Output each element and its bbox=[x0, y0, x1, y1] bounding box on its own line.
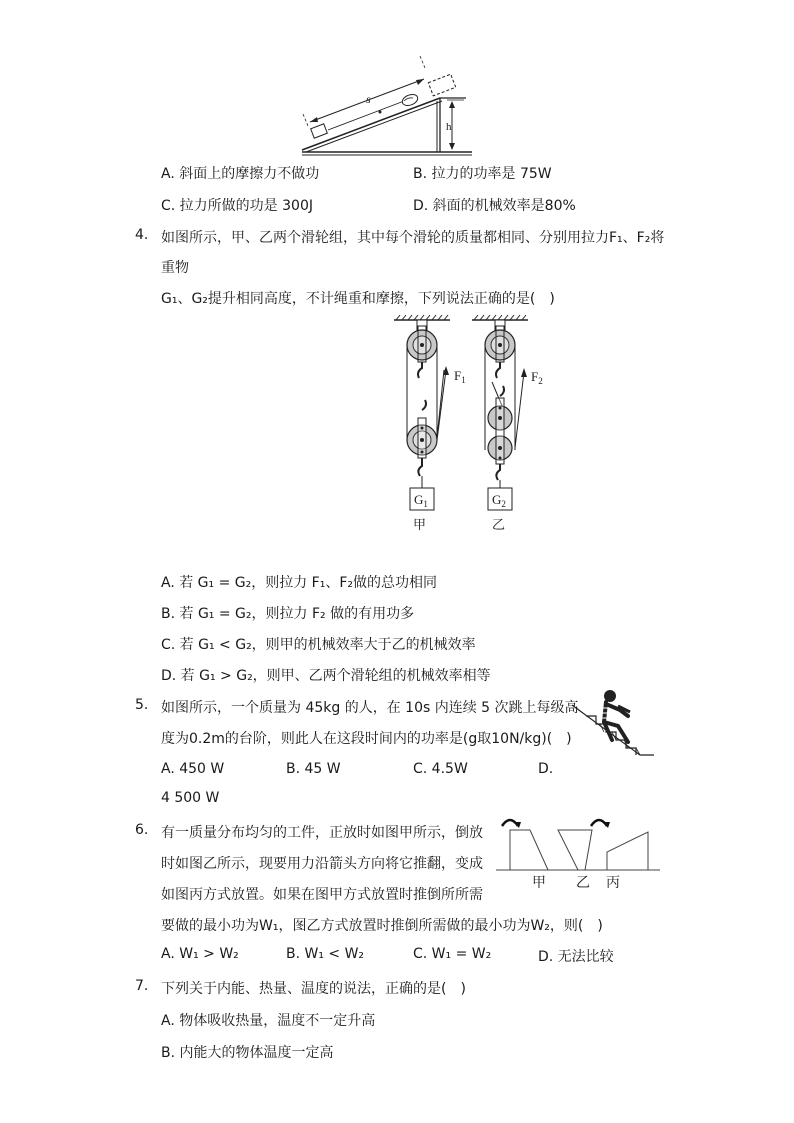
label-g1: $G_1$ bbox=[414, 492, 428, 509]
label-jia-pulley: 甲 bbox=[413, 518, 427, 533]
workpiece-jia bbox=[510, 830, 548, 870]
q3-option-b: B. 拉力的功率是 75W bbox=[413, 166, 552, 182]
q4-number: 4. bbox=[135, 227, 149, 243]
q6-number: 6. bbox=[135, 822, 149, 838]
label-yi-workpiece: 乙 bbox=[576, 875, 590, 891]
q5-number: 5. bbox=[135, 697, 149, 713]
q6-stem-line3: 如图丙方式放置。如果在图甲方式放置时推倒所所需 bbox=[161, 887, 483, 903]
q4-stem-line1: 如图所示，甲、乙两个滑轮组，其中每个滑轮的质量都相同、分别用拉力F₁、F₂将 bbox=[161, 230, 665, 246]
q7-option-b: B. 内能大的物体温度一定高 bbox=[161, 1045, 334, 1061]
label-yi-pulley: 乙 bbox=[492, 518, 506, 533]
q4-option-a: A. 若 G₁ = G₂，则拉力 F₁、F₂做的总功相同 bbox=[161, 575, 438, 591]
q5-option-d: D. bbox=[538, 761, 554, 777]
q4-option-d: D. 若 G₁ > G₂，则甲、乙两个滑轮组的机械效率相等 bbox=[161, 668, 491, 684]
label-f1: $F_1$ bbox=[454, 368, 466, 385]
q5-option-b: B. 45 W bbox=[286, 761, 341, 777]
q7-number: 7. bbox=[135, 978, 149, 994]
q7-stem-line1: 下列关于内能、热量、温度的说法，正确的是( ) bbox=[161, 981, 466, 997]
label-f2: $F_2$ bbox=[531, 369, 543, 386]
q5-option-c: C. 4.5W bbox=[413, 761, 468, 777]
workpiece-bing bbox=[607, 832, 648, 870]
q4-option-c: C. 若 G₁ < G₂，则甲的机械效率大于乙的机械效率 bbox=[161, 637, 476, 653]
q5-option-a: A. 450 W bbox=[161, 761, 225, 777]
q6-option-d: D. 无法比较 bbox=[538, 949, 614, 965]
q3-option-c: C. 拉力所做的功是 300J bbox=[161, 198, 313, 214]
q5-stem-line2: 度为0.2m的台阶，则此人在这段时间内的功率是(g取10N/kg)( ) bbox=[161, 731, 572, 747]
q6-option-b: B. W₁ < W₂ bbox=[286, 946, 365, 962]
label-g2: $G_2$ bbox=[492, 492, 506, 509]
q6-stem-line4: 要做的最小功为W₁，图乙方式放置时推倒所需做的最小功为W₂，则( ) bbox=[161, 918, 603, 934]
q6-option-c: C. W₁ = W₂ bbox=[413, 946, 492, 962]
q4-option-b: B. 若 G₁ = G₂，则拉力 F₂ 做的有用功多 bbox=[161, 606, 415, 622]
q3-option-a: A. 斜面上的摩擦力不做功 bbox=[161, 166, 320, 182]
q7-option-a: A. 物体吸收热量，温度不一定升高 bbox=[161, 1013, 376, 1029]
distance-label: s bbox=[366, 92, 371, 106]
workpiece-yi bbox=[558, 830, 592, 870]
q4-stem-line2: 重物 bbox=[161, 260, 189, 276]
label-jia-workpiece: 甲 bbox=[532, 875, 546, 891]
q3-option-d: D. 斜面的机械效率是80% bbox=[413, 198, 576, 214]
label-bing-workpiece: 丙 bbox=[606, 875, 620, 891]
height-label: h bbox=[446, 121, 452, 133]
q6-stem-line1: 有一质量分布均匀的工件，正放时如图甲所示，倒放 bbox=[161, 825, 483, 841]
q4-stem-line3: G₁、G₂提升相同高度，不计绳重和摩擦，下列说法正确的是( ) bbox=[161, 291, 555, 307]
q6-stem-line2: 时如图乙所示，现要用力沿箭头方向将它推翻，变成 bbox=[161, 856, 483, 872]
q6-option-a: A. W₁ > W₂ bbox=[161, 946, 239, 962]
q5-option-d-value: 4 500 W bbox=[161, 790, 220, 806]
q5-stem-line1: 如图所示，一个质量为 45kg 的人，在 10s 内连续 5 次跳上每级高 bbox=[161, 700, 579, 716]
